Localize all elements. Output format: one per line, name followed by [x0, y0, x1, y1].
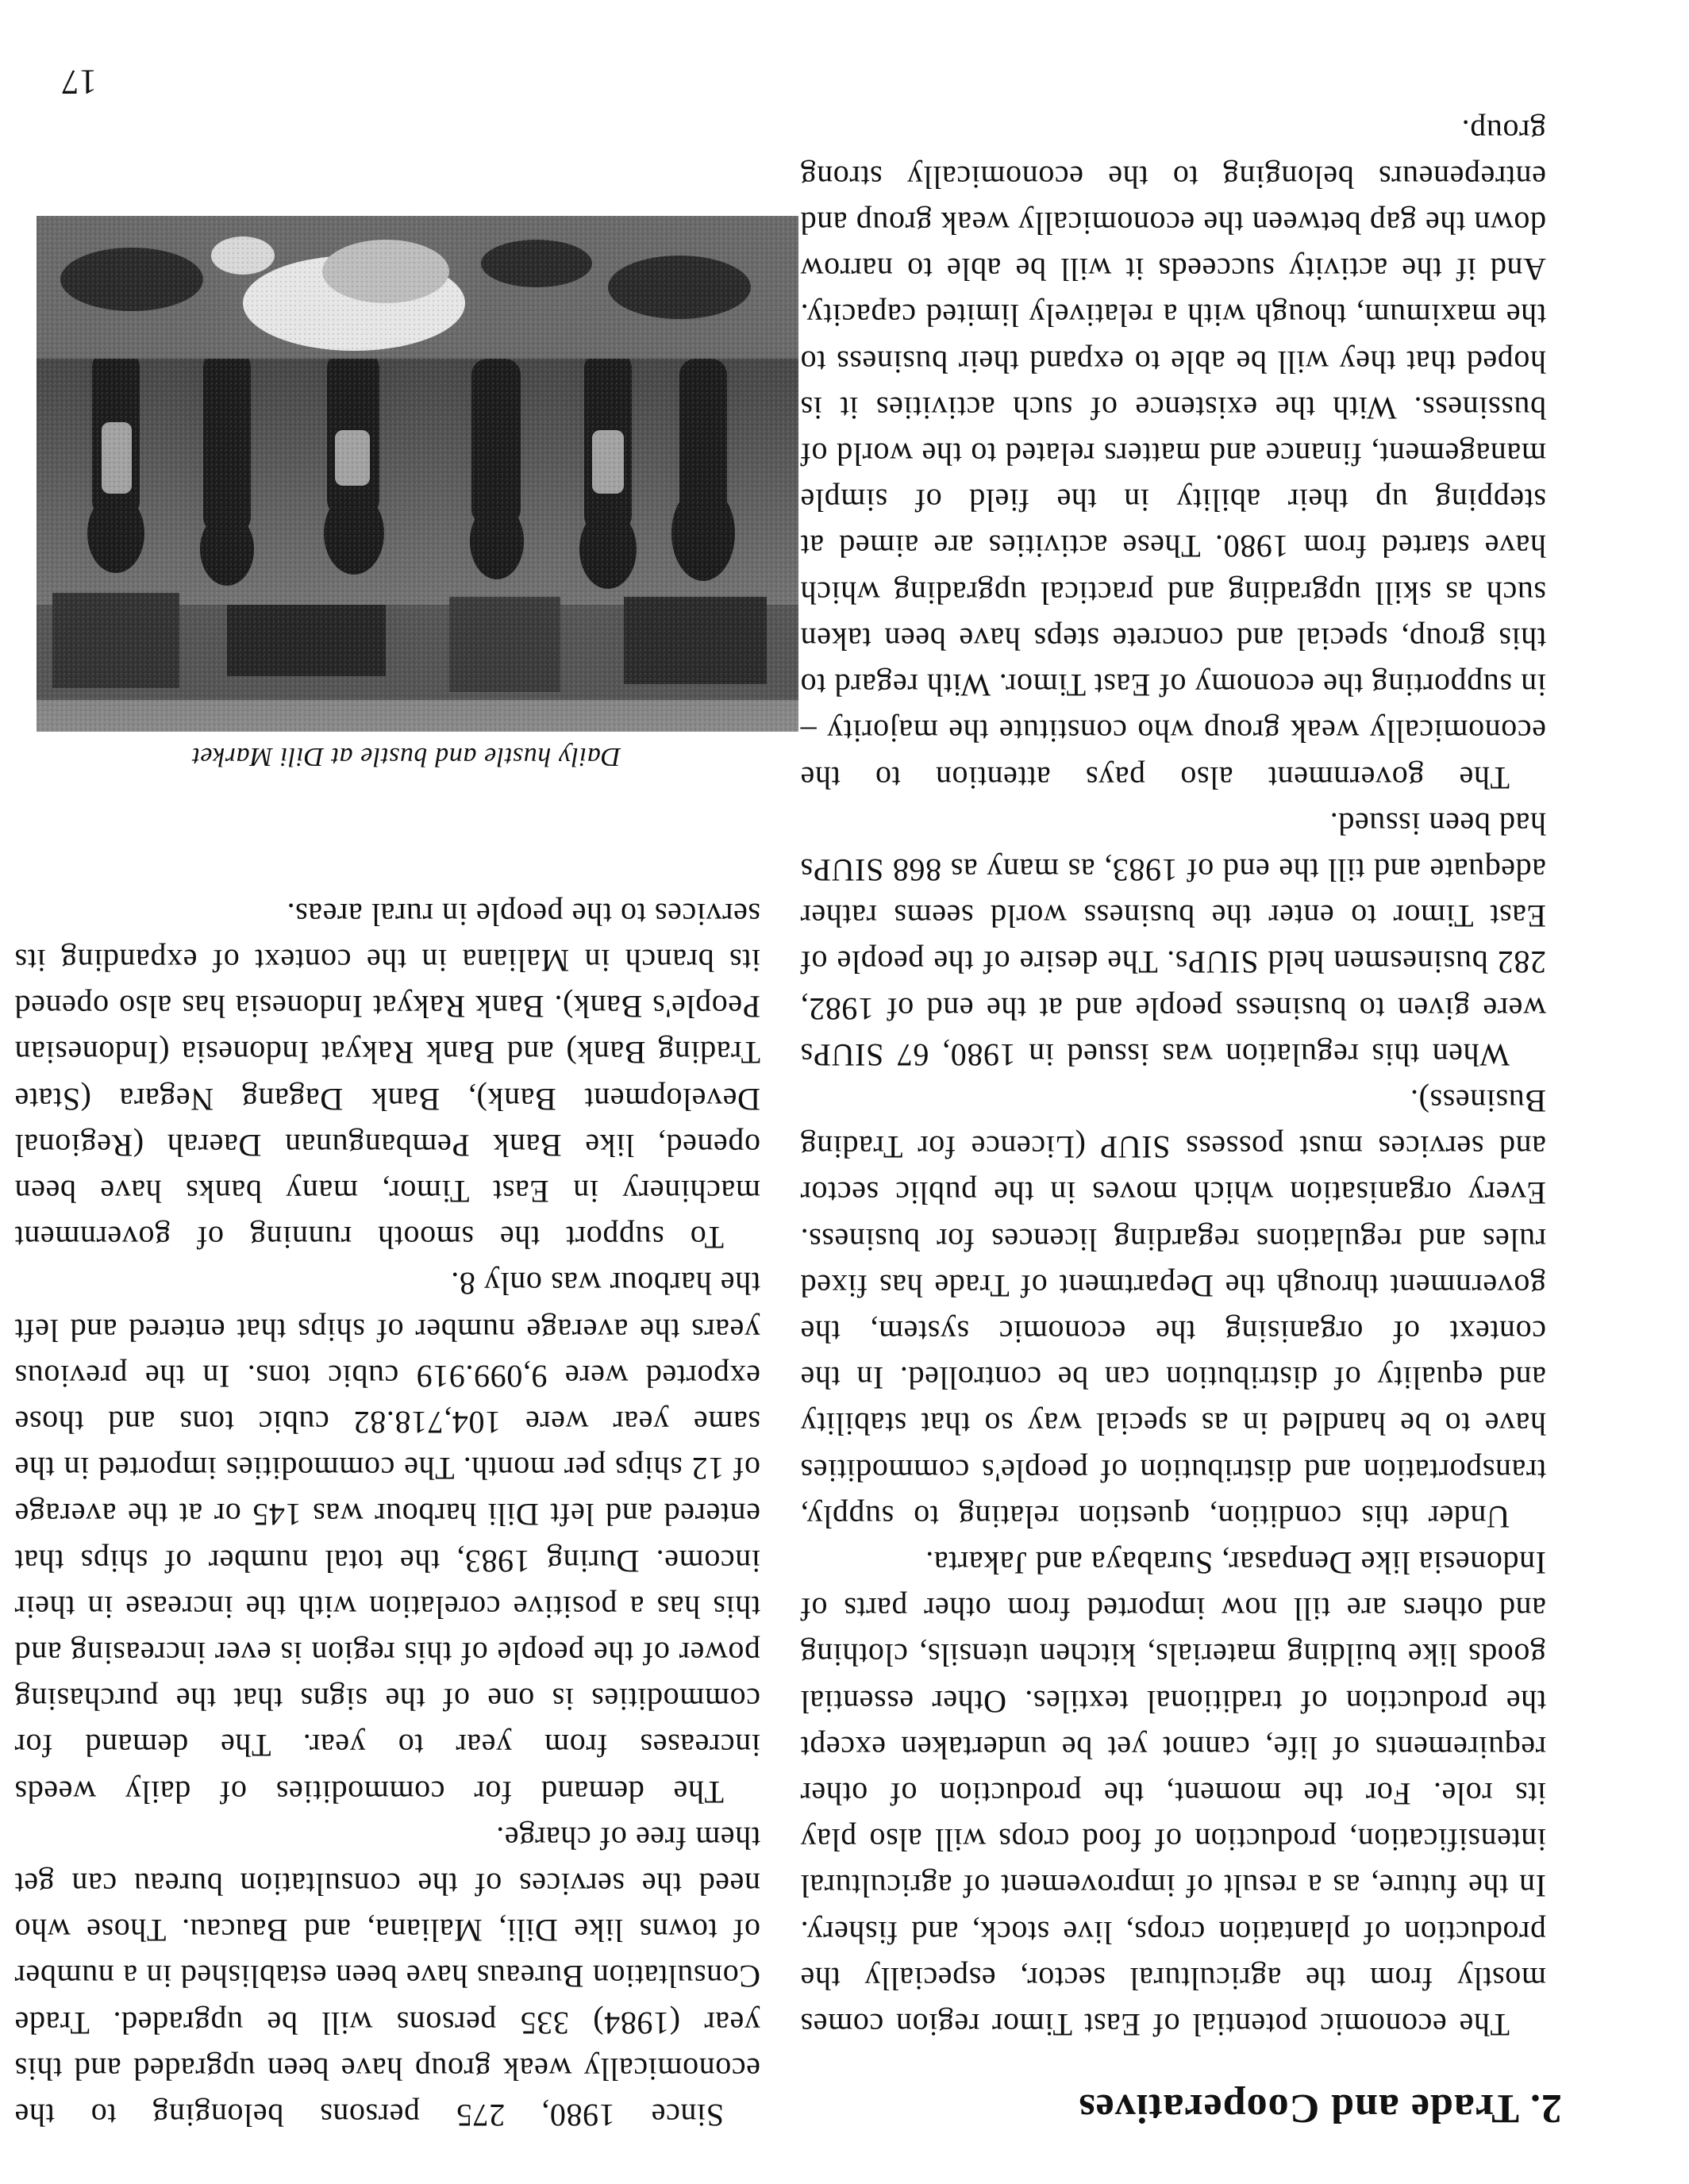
- paragraph: The economic potential of East Timor region comes mostly from the agricultural sector, especially the production of plantation crops, live stock, and fishery. In the future, as a result of improvement of agricultural intensification, production of food crops will also play its role. For the moment, the production of other requirements of life, cannot yet be undertaken except the production of traditional textiles. Other essential goods like building materials, kitchen utensils, clothing and others are till now imported from other parts of Indonesia like Denpasar, Surabaya and Jakarta.: [800, 1544, 1546, 2043]
- market-photo: [37, 216, 798, 732]
- right-column: [14, 891, 760, 2138]
- paragraph: The demand for commodities of daily weeds increases from year to year. The demand for commodities is one of the signs that the purchasing power of the people of this region is ever increasing and this has a positive corelation with the increase in their income. During 1983, the total number of ships that entered and left Dili harbour was 145 or at the average of 12 ships per month. The commodities imported in the same year were 104,718.82 cubic tons and those exported were 9,099.919 cubic tons. In the previous years the average number of ships that entered and left the harbour was only 8.: [14, 1266, 760, 1810]
- section-heading: 2. Trade and Cooperatives: [1078, 2086, 1562, 2131]
- photo-caption: Daily hustle and bustle at Dili Market: [191, 742, 621, 771]
- paragraph: When this regulation was issued in 1980, 67 SIUPs were given to business people and at the end of 1982, 282 businesmen held SIUPs. The desire of the people of East Timor to enter the business world seems rather adequate and till the end of 1983, as many as 868 SIUPs had been issued.: [800, 806, 1546, 1073]
- paragraph: Under this condition, question relating to supply, transportation and distribution of people's commodities have to be handled in as special way so that stability and equality of distribution can be controlled. In the context of organising the economic system, the government through the Department of Trade has fixed rules and regulations regarding licences for business. Every organisation which moves in the public sector and services must possess SIUP (Licence for Trading Business).: [800, 1082, 1546, 1535]
- market-photo-image: [37, 216, 798, 732]
- page-number: 17: [60, 63, 97, 102]
- left-column: [800, 107, 1546, 2048]
- paragraph: To support the smooth running of government machinery in East Timor, many banks have been opened, like Bank Pembangunan Daerah (Regional Development Bank), Bank Dagang Negara (State Trading Bank) and Bank Rakyat Indonesia (Indonesian People's Bank). Bank Rakyat Indonesia has also opened its branch in Maliana in the context of expanding its services to the people in rural areas.: [14, 896, 760, 1256]
- paragraph: Since 1980, 275 persons belonging to the economically weak group have been upgraded and this year (1984) 335 persons will be upgraded. Trade Consultation Bureaus have been established in a number of towns like Dili, Maliana, and Baucau. Those who need the services of the consultation bureau can get them free of charge.: [14, 1820, 760, 2133]
- paragraph: The government also pays attention to the economically weak group who constitute the majority – in supporting the economy of East Timor. With regard to this group, special and concrete steps have been taken such as skill upgrading and practical upgrading which have started from 1980. These activities are aimed at stepping up their ability in the field of simple management, finance and matters related to the world of bussiness. With the existence of such activities it is hoped that they will be able to expand their business to the maximum, though with a relatively limited capacity. And if the activity succeeds it will be able to narrow down the gap between the economically weak group and entrepeneurs belonging to the economically strong group.: [800, 113, 1546, 796]
